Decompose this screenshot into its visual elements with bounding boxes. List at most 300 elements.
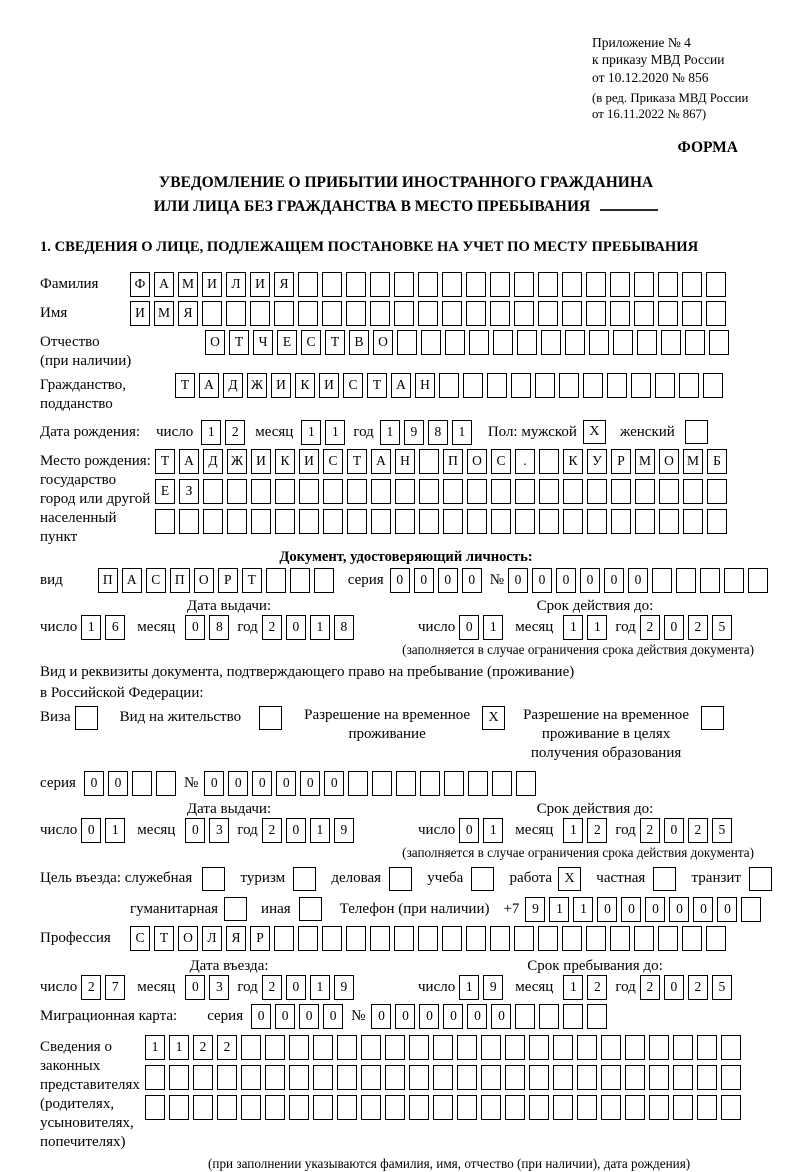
char-cell[interactable] — [457, 1065, 477, 1090]
char-cell[interactable] — [589, 330, 609, 355]
char-cell[interactable] — [371, 479, 391, 504]
char-cell[interactable] — [346, 301, 366, 326]
char-cell[interactable] — [371, 509, 391, 534]
doc-issue-year-input[interactable] — [262, 615, 358, 640]
char-cell[interactable]: 0 — [204, 771, 224, 796]
char-cell[interactable] — [385, 1035, 405, 1060]
char-cell[interactable]: 1 — [563, 615, 583, 640]
char-cell[interactable]: А — [391, 373, 411, 398]
char-cell[interactable]: П — [98, 568, 118, 593]
char-cell[interactable]: И — [202, 272, 222, 297]
char-cell[interactable] — [697, 1035, 717, 1060]
char-cell[interactable]: С — [323, 449, 343, 474]
char-cell[interactable] — [467, 509, 487, 534]
mc-series-input[interactable] — [251, 1004, 347, 1029]
char-cell[interactable]: 0 — [693, 897, 713, 922]
char-cell[interactable] — [418, 301, 438, 326]
char-cell[interactable] — [169, 1095, 189, 1120]
char-cell[interactable] — [679, 373, 699, 398]
char-cell[interactable] — [298, 926, 318, 951]
char-cell[interactable]: 2 — [688, 975, 708, 1000]
char-cell[interactable]: 0 — [185, 615, 205, 640]
char-cell[interactable] — [346, 926, 366, 951]
char-cell[interactable] — [721, 1065, 741, 1090]
char-cell[interactable]: 0 — [664, 615, 684, 640]
char-cell[interactable]: Е — [277, 330, 297, 355]
char-cell[interactable]: 1 — [169, 1035, 189, 1060]
char-cell[interactable]: Е — [155, 479, 175, 504]
char-cell[interactable] — [517, 330, 537, 355]
char-cell[interactable] — [487, 373, 507, 398]
char-cell[interactable]: 1 — [81, 615, 101, 640]
char-cell[interactable] — [274, 301, 294, 326]
char-cell[interactable]: 0 — [604, 568, 624, 593]
char-cell[interactable]: Т — [154, 926, 174, 951]
char-cell[interactable]: Т — [242, 568, 262, 593]
char-cell[interactable] — [577, 1095, 597, 1120]
char-cell[interactable] — [313, 1065, 333, 1090]
representatives-row3[interactable] — [145, 1095, 745, 1120]
char-cell[interactable] — [265, 1095, 285, 1120]
temp-residence-edu-checkbox[interactable] — [701, 706, 724, 730]
char-cell[interactable] — [370, 926, 390, 951]
char-cell[interactable] — [490, 272, 510, 297]
char-cell[interactable] — [649, 1035, 669, 1060]
char-cell[interactable] — [227, 479, 247, 504]
char-cell[interactable]: 2 — [262, 615, 282, 640]
char-cell[interactable]: 0 — [299, 1004, 319, 1029]
char-cell[interactable]: И — [250, 272, 270, 297]
char-cell[interactable] — [217, 1095, 237, 1120]
char-cell[interactable] — [347, 479, 367, 504]
purpose-work-checkbox[interactable]: X — [558, 867, 581, 891]
char-cell[interactable] — [322, 272, 342, 297]
char-cell[interactable] — [241, 1065, 261, 1090]
char-cell[interactable] — [583, 373, 603, 398]
char-cell[interactable]: Р — [611, 449, 631, 474]
char-cell[interactable] — [418, 926, 438, 951]
char-cell[interactable]: 1 — [452, 420, 472, 445]
char-cell[interactable]: 0 — [580, 568, 600, 593]
char-cell[interactable] — [631, 373, 651, 398]
char-cell[interactable] — [418, 272, 438, 297]
char-cell[interactable]: А — [371, 449, 391, 474]
char-cell[interactable]: С — [130, 926, 150, 951]
char-cell[interactable] — [468, 771, 488, 796]
char-cell[interactable] — [370, 272, 390, 297]
permit-valid-year-input[interactable] — [640, 818, 736, 843]
permit-valid-day-input[interactable] — [459, 818, 507, 843]
char-cell[interactable]: Т — [229, 330, 249, 355]
char-cell[interactable] — [505, 1065, 525, 1090]
purpose-study-checkbox[interactable] — [471, 867, 494, 891]
char-cell[interactable] — [466, 272, 486, 297]
char-cell[interactable] — [491, 479, 511, 504]
name-input[interactable] — [130, 301, 730, 326]
char-cell[interactable]: 2 — [640, 615, 660, 640]
char-cell[interactable] — [442, 272, 462, 297]
char-cell[interactable] — [553, 1065, 573, 1090]
char-cell[interactable]: 1 — [573, 897, 593, 922]
char-cell[interactable] — [443, 509, 463, 534]
representatives-row2[interactable] — [145, 1065, 745, 1090]
char-cell[interactable]: 1 — [301, 420, 321, 445]
char-cell[interactable]: А — [199, 373, 219, 398]
char-cell[interactable]: 2 — [640, 975, 660, 1000]
char-cell[interactable] — [442, 926, 462, 951]
char-cell[interactable] — [266, 568, 286, 593]
char-cell[interactable] — [203, 479, 223, 504]
char-cell[interactable] — [433, 1035, 453, 1060]
char-cell[interactable]: 2 — [193, 1035, 213, 1060]
char-cell[interactable] — [721, 1095, 741, 1120]
char-cell[interactable]: 0 — [664, 975, 684, 1000]
char-cell[interactable] — [658, 301, 678, 326]
char-cell[interactable]: О — [178, 926, 198, 951]
char-cell[interactable]: 0 — [286, 615, 306, 640]
char-cell[interactable] — [299, 479, 319, 504]
char-cell[interactable] — [514, 301, 534, 326]
entry-day-input[interactable] — [81, 975, 129, 1000]
char-cell[interactable]: Б — [707, 449, 727, 474]
char-cell[interactable] — [683, 509, 703, 534]
char-cell[interactable] — [265, 1035, 285, 1060]
char-cell[interactable] — [514, 272, 534, 297]
char-cell[interactable] — [385, 1065, 405, 1090]
char-cell[interactable] — [372, 771, 392, 796]
char-cell[interactable] — [586, 926, 606, 951]
char-cell[interactable] — [634, 301, 654, 326]
char-cell[interactable]: 1 — [105, 818, 125, 843]
char-cell[interactable]: 0 — [459, 615, 479, 640]
char-cell[interactable] — [610, 926, 630, 951]
char-cell[interactable]: П — [170, 568, 190, 593]
female-checkbox[interactable] — [685, 420, 708, 444]
char-cell[interactable] — [539, 509, 559, 534]
char-cell[interactable]: Н — [395, 449, 415, 474]
char-cell[interactable]: 0 — [664, 818, 684, 843]
char-cell[interactable]: 2 — [262, 975, 282, 1000]
char-cell[interactable] — [539, 449, 559, 474]
char-cell[interactable] — [515, 509, 535, 534]
entry-year-input[interactable] — [262, 975, 358, 1000]
char-cell[interactable] — [227, 509, 247, 534]
char-cell[interactable]: 2 — [587, 818, 607, 843]
char-cell[interactable] — [586, 272, 606, 297]
char-cell[interactable]: 0 — [323, 1004, 343, 1029]
permit-series-input[interactable] — [84, 771, 180, 796]
char-cell[interactable]: 1 — [380, 420, 400, 445]
char-cell[interactable] — [457, 1035, 477, 1060]
char-cell[interactable] — [741, 897, 761, 922]
char-cell[interactable] — [466, 301, 486, 326]
char-cell[interactable]: У — [587, 449, 607, 474]
char-cell[interactable]: А — [122, 568, 142, 593]
birth-day-input[interactable] — [201, 420, 249, 445]
char-cell[interactable] — [535, 373, 555, 398]
char-cell[interactable]: 0 — [108, 771, 128, 796]
char-cell[interactable]: 0 — [443, 1004, 463, 1029]
char-cell[interactable]: И — [251, 449, 271, 474]
char-cell[interactable]: 0 — [556, 568, 576, 593]
char-cell[interactable]: 1 — [549, 897, 569, 922]
char-cell[interactable]: 0 — [251, 1004, 271, 1029]
char-cell[interactable]: 0 — [286, 818, 306, 843]
doc-valid-year-input[interactable] — [640, 615, 736, 640]
char-cell[interactable] — [298, 301, 318, 326]
char-cell[interactable]: О — [659, 449, 679, 474]
char-cell[interactable]: Ф — [130, 272, 150, 297]
char-cell[interactable] — [697, 1065, 717, 1090]
char-cell[interactable] — [587, 479, 607, 504]
char-cell[interactable]: 0 — [669, 897, 689, 922]
char-cell[interactable] — [217, 1065, 237, 1090]
phone-input[interactable] — [525, 897, 765, 922]
permit-issue-month-input[interactable] — [185, 818, 233, 843]
doc-issue-month-input[interactable] — [185, 615, 233, 640]
char-cell[interactable] — [346, 272, 366, 297]
char-cell[interactable] — [298, 272, 318, 297]
purpose-official-checkbox[interactable] — [202, 867, 225, 891]
char-cell[interactable] — [505, 1035, 525, 1060]
char-cell[interactable] — [251, 479, 271, 504]
char-cell[interactable]: И — [130, 301, 150, 326]
char-cell[interactable]: С — [491, 449, 511, 474]
char-cell[interactable] — [563, 509, 583, 534]
char-cell[interactable]: 9 — [404, 420, 424, 445]
char-cell[interactable] — [559, 373, 579, 398]
char-cell[interactable] — [682, 272, 702, 297]
char-cell[interactable] — [348, 771, 368, 796]
char-cell[interactable]: 1 — [563, 975, 583, 1000]
char-cell[interactable] — [610, 301, 630, 326]
char-cell[interactable] — [385, 1095, 405, 1120]
char-cell[interactable] — [673, 1095, 693, 1120]
char-cell[interactable] — [444, 771, 464, 796]
char-cell[interactable] — [419, 479, 439, 504]
char-cell[interactable] — [132, 771, 152, 796]
char-cell[interactable]: 2 — [217, 1035, 237, 1060]
char-cell[interactable]: Н — [415, 373, 435, 398]
char-cell[interactable]: О — [194, 568, 214, 593]
char-cell[interactable]: 3 — [209, 818, 229, 843]
char-cell[interactable] — [347, 509, 367, 534]
mc-number-input[interactable] — [371, 1004, 611, 1029]
char-cell[interactable] — [466, 926, 486, 951]
char-cell[interactable]: М — [635, 449, 655, 474]
char-cell[interactable]: 0 — [467, 1004, 487, 1029]
char-cell[interactable] — [685, 330, 705, 355]
char-cell[interactable]: Ч — [253, 330, 273, 355]
char-cell[interactable] — [586, 301, 606, 326]
stay-month-input[interactable] — [563, 975, 611, 1000]
char-cell[interactable] — [607, 373, 627, 398]
char-cell[interactable]: Ж — [247, 373, 267, 398]
char-cell[interactable]: Д — [223, 373, 243, 398]
char-cell[interactable] — [611, 479, 631, 504]
purpose-business-checkbox[interactable] — [389, 867, 412, 891]
char-cell[interactable]: 0 — [286, 975, 306, 1000]
char-cell[interactable]: Я — [274, 272, 294, 297]
char-cell[interactable] — [490, 301, 510, 326]
doc-number-input[interactable] — [508, 568, 772, 593]
char-cell[interactable] — [565, 330, 585, 355]
char-cell[interactable] — [396, 771, 416, 796]
char-cell[interactable]: 1 — [201, 420, 221, 445]
char-cell[interactable]: Р — [218, 568, 238, 593]
char-cell[interactable]: О — [205, 330, 225, 355]
char-cell[interactable] — [658, 926, 678, 951]
permit-number-input[interactable] — [204, 771, 540, 796]
char-cell[interactable]: 2 — [225, 420, 245, 445]
char-cell[interactable]: Т — [347, 449, 367, 474]
char-cell[interactable] — [443, 479, 463, 504]
char-cell[interactable]: 2 — [262, 818, 282, 843]
char-cell[interactable]: 0 — [252, 771, 272, 796]
stay-year-input[interactable] — [640, 975, 736, 1000]
char-cell[interactable] — [673, 1065, 693, 1090]
char-cell[interactable]: Я — [226, 926, 246, 951]
char-cell[interactable] — [563, 1004, 583, 1029]
profession-input[interactable] — [130, 926, 730, 951]
char-cell[interactable] — [587, 509, 607, 534]
char-cell[interactable] — [145, 1095, 165, 1120]
char-cell[interactable] — [539, 479, 559, 504]
birth-place-row3[interactable] — [155, 509, 731, 534]
char-cell[interactable]: 8 — [428, 420, 448, 445]
char-cell[interactable] — [577, 1065, 597, 1090]
char-cell[interactable]: 0 — [275, 1004, 295, 1029]
char-cell[interactable] — [721, 1035, 741, 1060]
char-cell[interactable] — [676, 568, 696, 593]
char-cell[interactable] — [529, 1035, 549, 1060]
visa-checkbox[interactable] — [75, 706, 98, 730]
char-cell[interactable] — [251, 509, 271, 534]
char-cell[interactable] — [562, 926, 582, 951]
char-cell[interactable] — [290, 568, 310, 593]
char-cell[interactable]: 0 — [597, 897, 617, 922]
doc-valid-day-input[interactable] — [459, 615, 507, 640]
char-cell[interactable] — [457, 1095, 477, 1120]
purpose-transit-checkbox[interactable] — [749, 867, 772, 891]
stay-day-input[interactable] — [459, 975, 507, 1000]
char-cell[interactable] — [516, 771, 536, 796]
char-cell[interactable] — [275, 509, 295, 534]
char-cell[interactable] — [193, 1065, 213, 1090]
char-cell[interactable] — [314, 568, 334, 593]
char-cell[interactable]: 1 — [325, 420, 345, 445]
char-cell[interactable] — [553, 1035, 573, 1060]
char-cell[interactable] — [275, 479, 295, 504]
char-cell[interactable] — [514, 926, 534, 951]
char-cell[interactable]: П — [443, 449, 463, 474]
char-cell[interactable]: 1 — [459, 975, 479, 1000]
char-cell[interactable] — [625, 1095, 645, 1120]
char-cell[interactable] — [610, 272, 630, 297]
purpose-tourism-checkbox[interactable] — [293, 867, 316, 891]
char-cell[interactable] — [397, 330, 417, 355]
char-cell[interactable]: Д — [203, 449, 223, 474]
char-cell[interactable] — [541, 330, 561, 355]
char-cell[interactable] — [529, 1065, 549, 1090]
char-cell[interactable]: С — [343, 373, 363, 398]
char-cell[interactable]: 8 — [334, 615, 354, 640]
char-cell[interactable] — [361, 1065, 381, 1090]
doc-series-input[interactable] — [390, 568, 486, 593]
char-cell[interactable] — [652, 568, 672, 593]
char-cell[interactable] — [395, 509, 415, 534]
char-cell[interactable]: 0 — [300, 771, 320, 796]
char-cell[interactable] — [611, 509, 631, 534]
char-cell[interactable] — [658, 272, 678, 297]
char-cell[interactable] — [491, 509, 511, 534]
char-cell[interactable] — [250, 301, 270, 326]
char-cell[interactable] — [463, 373, 483, 398]
char-cell[interactable]: 0 — [228, 771, 248, 796]
char-cell[interactable]: А — [154, 272, 174, 297]
char-cell[interactable] — [529, 1095, 549, 1120]
char-cell[interactable] — [145, 1065, 165, 1090]
char-cell[interactable] — [481, 1035, 501, 1060]
char-cell[interactable] — [625, 1035, 645, 1060]
char-cell[interactable] — [492, 771, 512, 796]
char-cell[interactable] — [493, 330, 513, 355]
char-cell[interactable] — [707, 479, 727, 504]
char-cell[interactable] — [515, 479, 535, 504]
char-cell[interactable] — [700, 568, 720, 593]
doc-issue-day-input[interactable] — [81, 615, 129, 640]
char-cell[interactable]: 0 — [185, 975, 205, 1000]
char-cell[interactable] — [649, 1065, 669, 1090]
char-cell[interactable]: 2 — [640, 818, 660, 843]
char-cell[interactable] — [635, 509, 655, 534]
char-cell[interactable] — [323, 479, 343, 504]
char-cell[interactable] — [179, 509, 199, 534]
char-cell[interactable]: 7 — [105, 975, 125, 1000]
char-cell[interactable]: К — [563, 449, 583, 474]
char-cell[interactable] — [322, 301, 342, 326]
char-cell[interactable] — [707, 509, 727, 534]
char-cell[interactable] — [394, 272, 414, 297]
char-cell[interactable] — [395, 479, 415, 504]
char-cell[interactable]: С — [146, 568, 166, 593]
char-cell[interactable]: Т — [175, 373, 195, 398]
char-cell[interactable]: М — [178, 272, 198, 297]
char-cell[interactable]: В — [349, 330, 369, 355]
char-cell[interactable] — [515, 1004, 535, 1029]
surname-input[interactable] — [130, 272, 730, 297]
char-cell[interactable]: 9 — [334, 818, 354, 843]
char-cell[interactable]: 1 — [587, 615, 607, 640]
char-cell[interactable] — [313, 1035, 333, 1060]
char-cell[interactable]: . — [515, 449, 535, 474]
char-cell[interactable] — [241, 1095, 261, 1120]
char-cell[interactable] — [538, 926, 558, 951]
char-cell[interactable] — [337, 1065, 357, 1090]
entry-month-input[interactable] — [185, 975, 233, 1000]
char-cell[interactable] — [337, 1095, 357, 1120]
char-cell[interactable] — [539, 1004, 559, 1029]
char-cell[interactable]: 0 — [628, 568, 648, 593]
char-cell[interactable] — [202, 301, 222, 326]
char-cell[interactable]: Л — [226, 272, 246, 297]
char-cell[interactable]: М — [154, 301, 174, 326]
char-cell[interactable] — [274, 926, 294, 951]
char-cell[interactable] — [226, 301, 246, 326]
char-cell[interactable]: И — [319, 373, 339, 398]
char-cell[interactable]: 0 — [390, 568, 410, 593]
char-cell[interactable] — [563, 479, 583, 504]
